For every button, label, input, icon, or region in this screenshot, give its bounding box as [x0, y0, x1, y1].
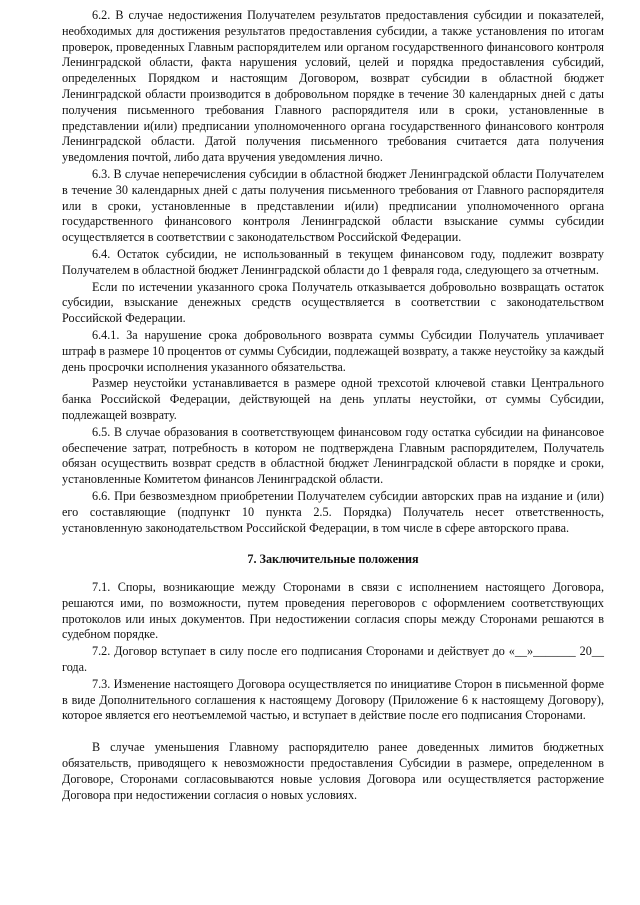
paragraph-6-2: 6.2. В случае недостижения Получателем результатов предоставления субсидии и показателей, необходимых для достижения результатов предоставления субсидии, а также установления по итогам проверок, проведенных Главным распорядителем или органом государственного финансового контроля Ленинградской области, факта нарушения условий, целей и порядка предоставления субсидий, определенных Порядком и настоящим Договором, возврат субсидии в областной бюджет Ленинградской области производится в добровольном порядке в течение 30 календарных дней с даты получения письменного требования Главного распорядителя или в сроки, установленные в представлении и(или) предписании уполномоченного органа государственного финансового контроля Ленинградской области. Датой получения письменного требования считается дата получения уведомления почтой, либо дата вручения уведомления лично.: [62, 8, 604, 165]
paragraph-6-4: 6.4. Остаток субсидии, не использованный в текущем финансовом году, подлежит возврату Получателем в областной бюджет Ленинградской области до 1 февраля года, следующего за отчетным.: [62, 246, 604, 277]
paragraph-7-2: 7.2. Договор вступает в силу после его подписания Сторонами и действует до «__»_______ 20__ года.: [62, 644, 604, 675]
paragraph-7-3: 7.3. Изменение настоящего Договора осуществляется по инициативе Сторон в письменной форме в виде Дополнительного соглашения к настоящему Договору (Приложение 6 к настоящему Договору), которое является его неотъемлемой частью, и вступает в действие после его подписания Сторонами.: [62, 676, 604, 723]
paragraph-6-4-1: 6.4.1. За нарушение срока добровольного возврата суммы Субсидии Получатель уплачивает штраф в размере 10 процентов от суммы Субсидии, подлежащей возврату, а также неустойку за каждый день просрочки исполнения указанного обязательства.: [62, 327, 604, 374]
section-title: 7. Заключительные положения: [247, 552, 419, 567]
paragraph-6-4-1-cont: Размер неустойки устанавливается в размере одной трехсотой ключевой ставки Центрального банка Российской Федерации, действующей на день уплаты неустойки, от суммы Субсидии, подлежащей возврату.: [62, 376, 604, 422]
paragraph-6-6: 6.6. При безвозмездном приобретении Получателем субсидии авторских прав на издание и (или) его составляющие (подпункт 10 пункта 2.5. Порядка) Получатель несет ответственность, установленную законодательством Российской Федерации, в том числе в сфере авторского права.: [62, 488, 604, 535]
paragraph-6-5: 6.5. В случае образования в соответствующем финансовом году остатка субсидии на финансовое обеспечение затрат, потребность в котором не подтверждена Главным распорядителем, Получатель обязан осуществить возврат средств в областной бюджет Ленинградской области в порядке и сроки, установленные Комитетом финансов Ленинградской области.: [62, 424, 604, 487]
paragraph-6-4-cont: Если по истечении указанного срока Получатель отказывается добровольно возвращать остаток субсидии, взыскание денежных средств осуществляется в соответствии с законодательством Российской Федерации.: [62, 279, 604, 326]
paragraph-6-3: 6.3. В случае неперечисления субсидии в областной бюджет Ленинградской области Получателем в течение 30 календарных дней с даты получения письменного требования от Главного распорядителя или в сроки, установленные в представлении и(или) предписании уполномоченного органа государственного финансового контроля Ленинградской области взыскание суммы субсидии осуществляется в соответствии с законодательством Российской Федерации.: [62, 166, 604, 245]
paragraph-7-1: 7.1. Споры, возникающие между Сторонами в связи с исполнением настоящего Договора, решаются ими, по возможности, путем проведения переговоров с оформлением соответствующих протоколов или иных документов. При недостижении согласия споры между Сторонами решаются в судебном порядке.: [62, 580, 604, 642]
final-paragraph: В случае уменьшения Главному распорядителю ранее доведенных лимитов бюджетных обязательств, приводящего к невозможности предоставления Субсидии в размере, определенном в Договоре, Сторонами согласовываются новые условия Договора или осуществляется расторжение Договора при недостижении согласия о новых условиях.: [62, 740, 604, 802]
